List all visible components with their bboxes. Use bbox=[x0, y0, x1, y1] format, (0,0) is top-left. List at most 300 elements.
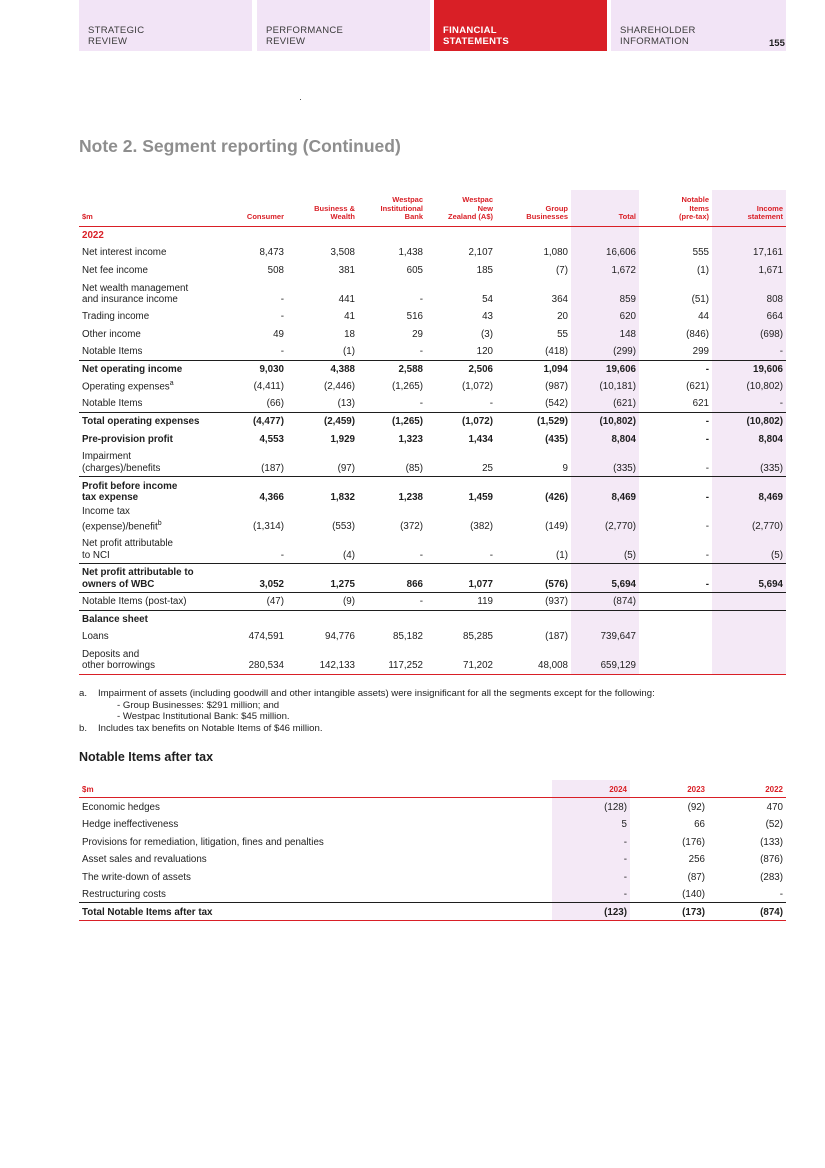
table-row bbox=[79, 628, 786, 646]
tab-label-line1: PERFORMANCE bbox=[266, 25, 344, 36]
nav-tab-performance-review[interactable] bbox=[257, 0, 430, 51]
table-cell: 5,694 bbox=[571, 564, 639, 593]
table-cell: (426) bbox=[545, 492, 568, 503]
table-cell: - bbox=[712, 395, 786, 413]
table-row bbox=[79, 535, 786, 564]
table-cell: 5,694 bbox=[712, 564, 786, 593]
row-label-line: Balance sheet bbox=[82, 613, 148, 625]
table-cell: (1,265) bbox=[391, 416, 423, 427]
column-header-line: Bank bbox=[404, 212, 423, 221]
table-row bbox=[79, 325, 786, 343]
empty-cell bbox=[358, 226, 426, 244]
column-header-line: Institutional bbox=[380, 203, 423, 213]
table-cell: 1,094 bbox=[543, 363, 568, 375]
row-label-line: Deposits and bbox=[82, 648, 140, 660]
table-cell: 3,052 bbox=[259, 578, 284, 590]
table-cell: 55 bbox=[557, 328, 568, 340]
table-cell: 17,161 bbox=[712, 244, 786, 262]
table-cell bbox=[712, 593, 786, 611]
table-cell bbox=[639, 610, 712, 628]
table-cell: (1) bbox=[556, 549, 568, 561]
tab-label-line2: REVIEW bbox=[266, 36, 306, 47]
nav-tab-financial-statements[interactable] bbox=[434, 0, 607, 51]
table-cell: 364 bbox=[551, 294, 568, 305]
row-label-line: Pre-provision profit bbox=[82, 433, 173, 445]
tab-label-line1: FINANCIAL bbox=[443, 25, 497, 36]
table-cell: 4,388 bbox=[330, 363, 355, 375]
table-cell: (576) bbox=[545, 578, 568, 590]
table-cell: (4,477) bbox=[252, 416, 284, 427]
table-cell: (2,459) bbox=[323, 416, 355, 427]
row-label-line: Net profit attributable to bbox=[82, 567, 194, 578]
row-label-line: Notable Items (post-tax) bbox=[82, 595, 187, 607]
row-label-line: Income tax bbox=[82, 506, 130, 518]
table-cell: - bbox=[552, 850, 630, 868]
table-cell bbox=[712, 610, 786, 628]
table-cell: 1,434 bbox=[468, 433, 493, 445]
column-header-line: Income bbox=[756, 203, 783, 213]
table-cell: (418) bbox=[545, 345, 568, 357]
table-cell: - bbox=[705, 363, 709, 375]
table-cell bbox=[639, 628, 712, 646]
table-row bbox=[79, 395, 786, 413]
table-cell: 620 bbox=[571, 308, 639, 326]
table-cell: 739,647 bbox=[571, 628, 639, 646]
table-cell: (1,072) bbox=[461, 381, 493, 392]
table-cell: (66) bbox=[266, 398, 284, 409]
table-cell: (3) bbox=[481, 328, 493, 340]
table-cell: (874) bbox=[571, 593, 639, 611]
row-label-line: (expense)/benefit$^b$ bbox=[82, 519, 162, 532]
row-label bbox=[79, 325, 219, 343]
table-cell: 1,832 bbox=[330, 492, 355, 503]
row-label: The write-down of assets bbox=[82, 871, 191, 883]
table-cell: - bbox=[280, 311, 284, 322]
empty-cell bbox=[219, 226, 287, 244]
row-label-line: Trading income bbox=[82, 311, 150, 322]
table-row bbox=[79, 885, 786, 903]
table-cell: - bbox=[705, 416, 709, 427]
table-row bbox=[79, 360, 786, 378]
table-cell: 85,182 bbox=[393, 631, 423, 642]
table-cell: (4) bbox=[343, 549, 355, 561]
column-header-line: Group bbox=[545, 203, 568, 213]
row-label-line: tax expense bbox=[82, 492, 139, 503]
table-cell: (335) bbox=[571, 448, 639, 477]
table-cell: (13) bbox=[337, 398, 355, 409]
table-cell: 299 bbox=[692, 345, 709, 357]
table-cell: 19,606 bbox=[571, 360, 639, 378]
table-cell: (299) bbox=[571, 343, 639, 361]
row-label bbox=[79, 308, 219, 326]
empty-cell bbox=[287, 226, 358, 244]
footnote-a bbox=[79, 688, 786, 723]
table-cell: 9,030 bbox=[259, 363, 284, 375]
row-label-line: (charges)/benefits bbox=[82, 462, 161, 474]
footnote-marker: a. bbox=[79, 688, 88, 699]
table-cell: - bbox=[280, 345, 284, 357]
empty-cell bbox=[712, 226, 786, 244]
table-cell: 185 bbox=[476, 264, 493, 276]
table-cell: 94,776 bbox=[325, 631, 355, 642]
table-cell: 1,323 bbox=[398, 433, 423, 445]
table-cell: 280,534 bbox=[248, 660, 284, 671]
table-cell: (1,265) bbox=[391, 381, 423, 392]
table-row bbox=[79, 610, 786, 628]
stray-dot bbox=[300, 99, 301, 100]
table-cell: 1,077 bbox=[468, 578, 493, 590]
table-cell: (10,802) bbox=[571, 413, 639, 431]
table-row bbox=[79, 378, 786, 396]
table-cell: (372) bbox=[400, 521, 423, 532]
table-cell: - bbox=[705, 492, 709, 503]
segment-table bbox=[79, 190, 786, 675]
table-cell: (149) bbox=[545, 521, 568, 532]
total-row bbox=[79, 903, 786, 921]
table-cell: - bbox=[419, 398, 423, 409]
table-cell: 8,804 bbox=[712, 430, 786, 448]
table-row bbox=[79, 448, 786, 477]
table-cell: 256 bbox=[688, 854, 705, 866]
table-cell: (435) bbox=[545, 433, 568, 445]
footnote-text: Includes tax benefits on Notable Items of $46 million. bbox=[98, 722, 323, 734]
column-header-line: Consumer bbox=[246, 212, 284, 221]
row-label: Total Notable Items after tax bbox=[82, 907, 213, 919]
column-header-line: New bbox=[477, 203, 493, 213]
table-cell: - bbox=[552, 885, 630, 903]
row-label-line: Net fee income bbox=[82, 264, 148, 276]
table-cell: 859 bbox=[571, 279, 639, 308]
nav-tab-shareholder-information[interactable] bbox=[611, 0, 786, 51]
table-cell: (123) bbox=[552, 903, 630, 921]
row-label: Hedge ineffectiveness bbox=[82, 819, 179, 831]
table-cell: 4,553 bbox=[259, 433, 284, 445]
column-header-line: Items bbox=[689, 203, 709, 213]
table-cell: - bbox=[705, 578, 709, 590]
table-cell: (5) bbox=[712, 535, 786, 564]
table-cell: 605 bbox=[406, 264, 423, 276]
table-cell: - bbox=[419, 549, 423, 561]
table-cell bbox=[639, 593, 712, 611]
table-cell: 2,107 bbox=[468, 247, 493, 258]
section-title: Notable Items after tax bbox=[79, 750, 214, 764]
table-cell: (187) bbox=[261, 462, 284, 474]
table-row bbox=[79, 343, 786, 361]
table-row bbox=[79, 850, 786, 868]
table-row bbox=[79, 477, 786, 506]
row-label bbox=[79, 628, 219, 646]
table-cell: (1,529) bbox=[536, 416, 568, 427]
row-label-line: owners of WBC bbox=[82, 578, 155, 590]
row-label bbox=[79, 448, 219, 477]
row-label bbox=[79, 645, 219, 674]
nav-tab-strategic-review[interactable] bbox=[79, 0, 252, 51]
row-label-line: Total operating expenses bbox=[82, 416, 200, 427]
column-header bbox=[571, 190, 639, 226]
column-header bbox=[426, 190, 496, 226]
table-cell: (553) bbox=[332, 521, 355, 532]
empty-cell bbox=[571, 226, 639, 244]
table-cell: 142,133 bbox=[319, 660, 355, 671]
table-cell: 1,671 bbox=[712, 261, 786, 279]
row-label-line: other borrowings bbox=[82, 660, 155, 671]
table-cell: (1) bbox=[343, 345, 355, 357]
table-cell: 20 bbox=[557, 311, 568, 322]
table-cell: (187) bbox=[545, 631, 568, 642]
row-label: Economic hedges bbox=[82, 801, 160, 813]
table-cell: - bbox=[489, 398, 493, 409]
column-header bbox=[639, 190, 712, 226]
table-row bbox=[79, 506, 786, 535]
column-header: 2022 bbox=[765, 784, 783, 794]
column-header-line: Total bbox=[618, 212, 636, 221]
row-label-line: to NCI bbox=[82, 549, 110, 561]
year-label: 2022 bbox=[82, 229, 104, 241]
table-cell: (2,770) bbox=[571, 506, 639, 535]
table-cell: (10,181) bbox=[571, 378, 639, 396]
table-cell bbox=[712, 628, 786, 646]
table-cell: (92) bbox=[687, 801, 705, 813]
table-header-row bbox=[79, 780, 786, 797]
table-cell: 71,202 bbox=[463, 660, 493, 671]
footnote-b bbox=[79, 723, 786, 735]
table-cell: (87) bbox=[687, 871, 705, 883]
row-label: Provisions for remediation, litigation, fines and penalties bbox=[82, 836, 324, 848]
table-cell: 8,473 bbox=[259, 247, 284, 258]
table-cell: 120 bbox=[476, 345, 493, 357]
table-cell: 16,606 bbox=[571, 244, 639, 262]
row-label-line: Other income bbox=[82, 328, 141, 340]
row-label bbox=[79, 610, 219, 628]
table-cell bbox=[639, 645, 712, 674]
table-cell: (382) bbox=[470, 521, 493, 532]
table-cell bbox=[712, 645, 786, 674]
table-cell: - bbox=[779, 889, 783, 901]
table-cell: 49 bbox=[273, 328, 284, 340]
table-cell: 866 bbox=[406, 578, 423, 590]
table-cell: - bbox=[705, 462, 709, 474]
table-row bbox=[79, 279, 786, 308]
column-header-line: Notable bbox=[681, 195, 709, 204]
table-cell: - bbox=[419, 345, 423, 357]
table-cell: (335) bbox=[712, 448, 786, 477]
notable-items-table bbox=[79, 780, 786, 921]
table-cell bbox=[571, 610, 639, 628]
row-label-line: Loans bbox=[82, 631, 109, 642]
table-cell: - bbox=[705, 433, 709, 445]
table-cell: 659,129 bbox=[571, 645, 639, 674]
table-cell: (176) bbox=[682, 836, 705, 848]
table-cell: 9 bbox=[562, 462, 568, 474]
table-cell: - bbox=[705, 549, 709, 561]
row-label-line: Net profit attributable bbox=[82, 538, 173, 549]
row-label bbox=[79, 477, 219, 506]
table-row bbox=[79, 645, 786, 674]
table-cell: (1,072) bbox=[461, 416, 493, 427]
table-header-row bbox=[79, 190, 786, 226]
table-cell bbox=[496, 610, 571, 628]
column-header: $m bbox=[82, 784, 94, 794]
table-cell: 470 bbox=[766, 801, 783, 813]
table-cell: 19,606 bbox=[712, 360, 786, 378]
row-label: Asset sales and revaluations bbox=[82, 854, 207, 866]
table-cell: - bbox=[419, 294, 423, 305]
row-label bbox=[79, 395, 219, 413]
table-row bbox=[79, 797, 786, 815]
table-cell: (846) bbox=[686, 328, 709, 340]
table-cell: 8,469 bbox=[571, 477, 639, 506]
table-cell: 18 bbox=[344, 328, 355, 340]
column-header bbox=[496, 190, 571, 226]
table-cell bbox=[358, 610, 426, 628]
column-header-line: Business & bbox=[314, 203, 355, 213]
table-cell: 1,275 bbox=[330, 578, 355, 590]
tab-label-line2: STATEMENTS bbox=[443, 36, 509, 47]
row-label-line: Net wealth management bbox=[82, 282, 189, 294]
table-cell: 474,591 bbox=[248, 631, 284, 642]
column-header-line: $m bbox=[82, 212, 93, 221]
table-cell: (9) bbox=[343, 595, 355, 607]
row-label-line: Net interest income bbox=[82, 247, 167, 258]
table-row bbox=[79, 832, 786, 850]
table-cell: (133) bbox=[760, 836, 783, 848]
table-cell: 148 bbox=[571, 325, 639, 343]
table-cell: 621 bbox=[692, 398, 709, 409]
table-cell: 1,080 bbox=[543, 247, 568, 258]
table-cell: (874) bbox=[760, 907, 783, 919]
table-cell: 25 bbox=[482, 462, 493, 474]
table-cell: 119 bbox=[477, 595, 493, 607]
table-cell: 43 bbox=[482, 311, 493, 322]
row-label bbox=[79, 378, 219, 396]
table-cell: 2,506 bbox=[468, 363, 493, 375]
table-cell: - bbox=[552, 832, 630, 850]
table-cell bbox=[426, 610, 496, 628]
column-header bbox=[79, 190, 219, 226]
row-label-line: Operating expenses$^a$ bbox=[82, 379, 174, 392]
table-row bbox=[79, 564, 786, 593]
table-cell: (52) bbox=[765, 819, 783, 831]
empty-cell bbox=[496, 226, 571, 244]
row-label: Restructuring costs bbox=[82, 889, 166, 901]
row-label-line: Notable Items bbox=[82, 345, 143, 357]
table-cell: (2,770) bbox=[712, 506, 786, 535]
column-header-line: (pre-tax) bbox=[678, 212, 709, 221]
table-cell: 4,366 bbox=[259, 492, 284, 503]
table-cell: (542) bbox=[545, 398, 568, 409]
table-cell bbox=[219, 610, 287, 628]
table-cell: (10,802) bbox=[712, 378, 786, 396]
table-cell: 1,459 bbox=[468, 492, 493, 503]
table-cell: 8,804 bbox=[571, 430, 639, 448]
row-label bbox=[79, 593, 219, 611]
table-cell: 41 bbox=[344, 311, 355, 322]
column-header-line: Westpac bbox=[462, 195, 493, 204]
table-cell: (10,802) bbox=[712, 413, 786, 431]
table-cell: (47) bbox=[266, 595, 284, 607]
footnote-ref: b bbox=[157, 519, 162, 527]
table-cell: 808 bbox=[712, 279, 786, 308]
table-cell: (85) bbox=[405, 462, 423, 474]
row-label bbox=[79, 261, 219, 279]
row-label-line: and insurance income bbox=[82, 294, 178, 305]
column-header: 2023 bbox=[687, 784, 705, 794]
table-cell: (621) bbox=[571, 395, 639, 413]
tab-label-line1: SHAREHOLDER bbox=[620, 25, 696, 36]
column-header-line: Westpac bbox=[392, 195, 423, 204]
table-cell: 381 bbox=[338, 264, 355, 276]
empty-cell bbox=[639, 226, 712, 244]
table-cell: 29 bbox=[412, 328, 423, 340]
table-cell: (876) bbox=[760, 854, 783, 866]
table-cell: (937) bbox=[545, 595, 568, 607]
table-cell: 8,469 bbox=[712, 477, 786, 506]
table-row bbox=[79, 308, 786, 326]
table-cell: (4,411) bbox=[253, 381, 284, 392]
table-cell: 441 bbox=[338, 294, 355, 305]
footnote-sub-item: - Group Businesses: $291 million; and bbox=[117, 699, 280, 711]
column-header-line: Zealand (A$) bbox=[447, 212, 493, 221]
footnote-sub-item: - Westpac Institutional Bank: $45 million. bbox=[117, 711, 290, 722]
table-cell: 54 bbox=[482, 294, 493, 305]
table-cell: 117,252 bbox=[388, 660, 423, 671]
table-cell: 5 bbox=[552, 815, 630, 833]
tab-label-line2: INFORMATION bbox=[620, 36, 690, 47]
column-header bbox=[219, 190, 287, 226]
table-cell: - bbox=[280, 549, 284, 561]
row-label bbox=[79, 279, 219, 308]
table-row bbox=[79, 430, 786, 448]
table-cell: - bbox=[705, 521, 709, 532]
row-label-line: Profit before income bbox=[82, 480, 178, 492]
row-label bbox=[79, 564, 219, 593]
column-header bbox=[712, 190, 786, 226]
table-cell: (283) bbox=[760, 871, 783, 883]
table-row bbox=[79, 261, 786, 279]
page-title: Note 2. Segment reporting (Continued) bbox=[79, 136, 401, 156]
row-label bbox=[79, 343, 219, 361]
table-cell: 3,508 bbox=[330, 247, 355, 258]
row-label bbox=[79, 430, 219, 448]
table-cell: (2,446) bbox=[323, 381, 355, 392]
tab-label-line2: REVIEW bbox=[88, 36, 128, 47]
table-cell: 555 bbox=[692, 247, 709, 258]
table-cell: - bbox=[489, 549, 493, 561]
row-label bbox=[79, 506, 219, 535]
column-header-line: statement bbox=[747, 212, 783, 221]
table-cell: 44 bbox=[698, 311, 709, 322]
table-cell: 508 bbox=[267, 264, 284, 276]
footnote-ref: a bbox=[169, 379, 174, 387]
row-label-line: Impairment bbox=[82, 451, 131, 462]
table-cell: (621) bbox=[686, 381, 709, 392]
footnote-marker: b. bbox=[79, 722, 88, 734]
table-row bbox=[79, 815, 786, 833]
tab-label-line1: STRATEGIC bbox=[88, 25, 145, 36]
table-cell: - bbox=[419, 595, 423, 607]
column-header bbox=[358, 190, 426, 226]
table-row bbox=[79, 593, 786, 611]
column-header: 2024 bbox=[552, 780, 630, 797]
row-label bbox=[79, 244, 219, 262]
table-cell: 48,008 bbox=[538, 660, 568, 671]
footnote-text: Impairment of assets (including goodwill and other intangible assets) were insignificant for all the segments except for the following: bbox=[98, 688, 655, 699]
table-row bbox=[79, 867, 786, 885]
table-cell: 85,285 bbox=[463, 631, 493, 642]
row-label bbox=[79, 535, 219, 564]
table-cell: 1,238 bbox=[398, 492, 423, 503]
table-cell: 1,438 bbox=[398, 247, 423, 258]
